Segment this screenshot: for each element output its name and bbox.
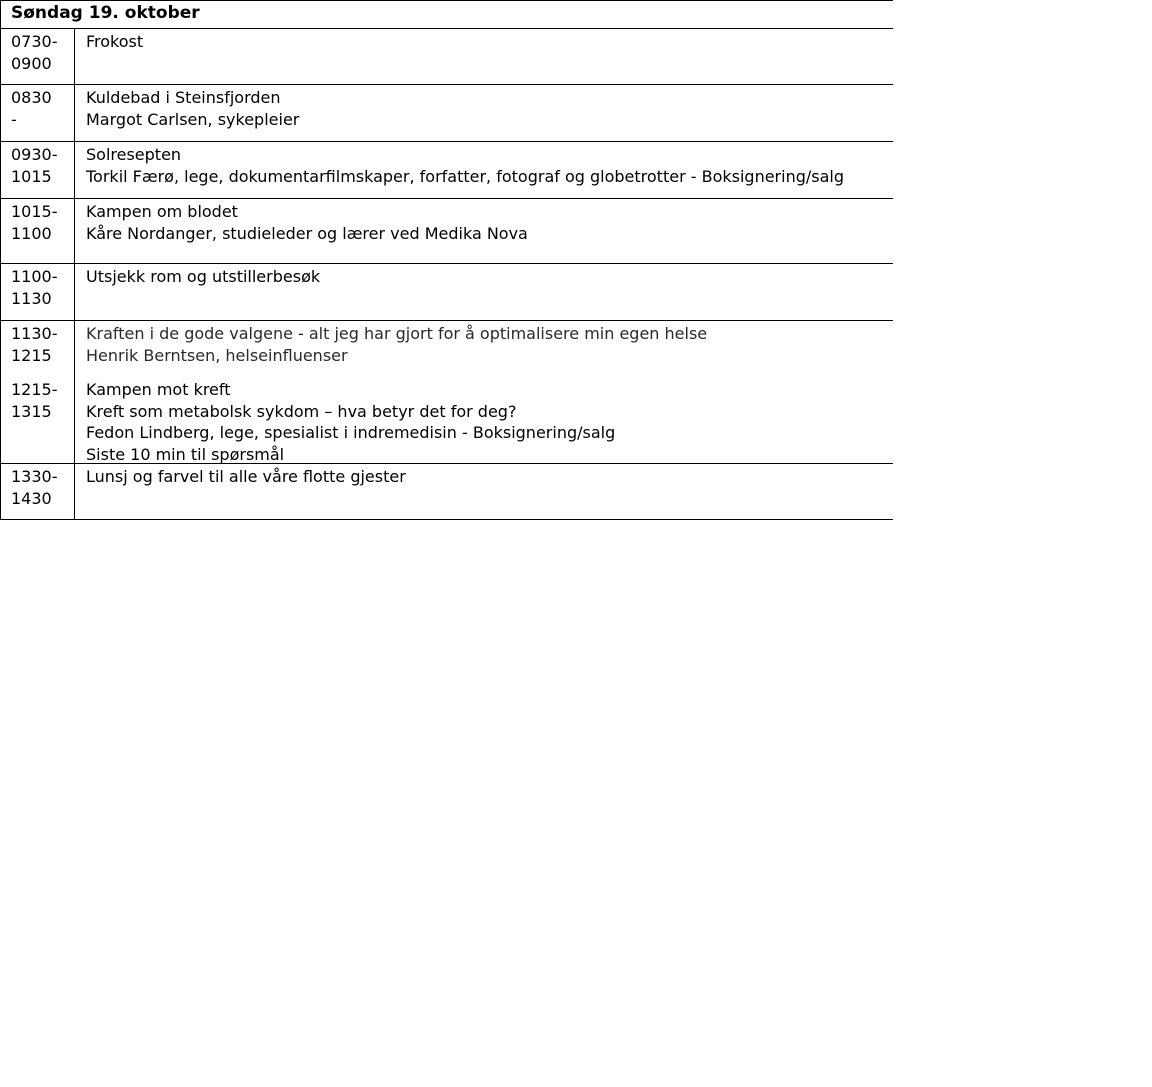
time-end: 1130 (11, 288, 52, 308)
time-start: 0830 (11, 88, 52, 107)
session-speaker: Fedon Lindberg, lege, spesialist i indremedisin - Boksignering/salg (86, 423, 616, 442)
time-cell (1, 29, 75, 84)
time-start: 0730- (11, 32, 58, 51)
time-end: 1315 (11, 401, 52, 421)
session-title: Kuldebad i Steinsfjorden (86, 88, 281, 107)
time-start: 1130- (11, 324, 58, 343)
session-title: Utsjekk rom og utstillerbesøk (86, 267, 321, 286)
table-row (1, 29, 893, 85)
time-start: 1015- (11, 202, 58, 221)
time-start: 1215- (11, 380, 58, 399)
session-title: Kraften i de gode valgene - alt jeg har gjort for å optimalisere min egen helse (86, 324, 708, 343)
time-end: 1015 (11, 166, 52, 186)
time-cell (1, 264, 75, 320)
program-cell (75, 464, 893, 519)
time-end: 1100 (11, 223, 52, 243)
session-speaker: Torkil Færø, lege, dokumentarfilmskaper, forfatter, fotograf og globetrotter - Boksignering/salg (86, 166, 844, 186)
schedule-table (0, 0, 893, 520)
program-cell (75, 321, 893, 463)
time-start: 1330- (11, 467, 58, 486)
session-title: Kampen om blodet (86, 202, 238, 221)
program-cell (75, 142, 893, 198)
session-title: Solresepten (86, 145, 182, 164)
program-cell (75, 264, 893, 320)
time-end: - (11, 109, 17, 129)
session-subtitle: Kreft som metabolsk sykdom – hva betyr det for deg? (86, 401, 517, 421)
table-row (1, 199, 893, 264)
time-end: 0900 (11, 53, 52, 73)
session-speaker: Margot Carlsen, sykepleier (86, 109, 300, 129)
time-cell (1, 85, 75, 141)
table-row (1, 464, 893, 519)
session-title: Lunsj og farvel til alle våre flotte gjester (86, 467, 406, 486)
session-title: Kampen mot kreft (86, 380, 231, 399)
session-speaker: Henrik Berntsen, helseinfluenser (86, 345, 348, 365)
program-cell (75, 85, 893, 141)
time-cell (1, 464, 75, 519)
session-note: Siste 10 min til spørsmål (86, 444, 285, 463)
time-end: 1215 (11, 345, 52, 365)
time-end: 1430 (11, 488, 52, 508)
program-cell (75, 199, 893, 263)
time-start: 1100- (11, 267, 58, 286)
time-start: 0930- (11, 145, 58, 164)
time-cell (1, 142, 75, 198)
time-cell (1, 321, 75, 463)
session-title: Frokost (86, 32, 144, 51)
table-row (1, 264, 893, 321)
table-row (1, 85, 893, 142)
session-speaker: Kåre Nordanger, studieleder og lærer ved Medika Nova (86, 223, 528, 243)
time-cell (1, 199, 75, 263)
table-row (1, 321, 893, 464)
table-row (1, 142, 893, 199)
program-cell (75, 29, 893, 84)
day-title: Søndag 19. oktober (1, 1, 893, 29)
